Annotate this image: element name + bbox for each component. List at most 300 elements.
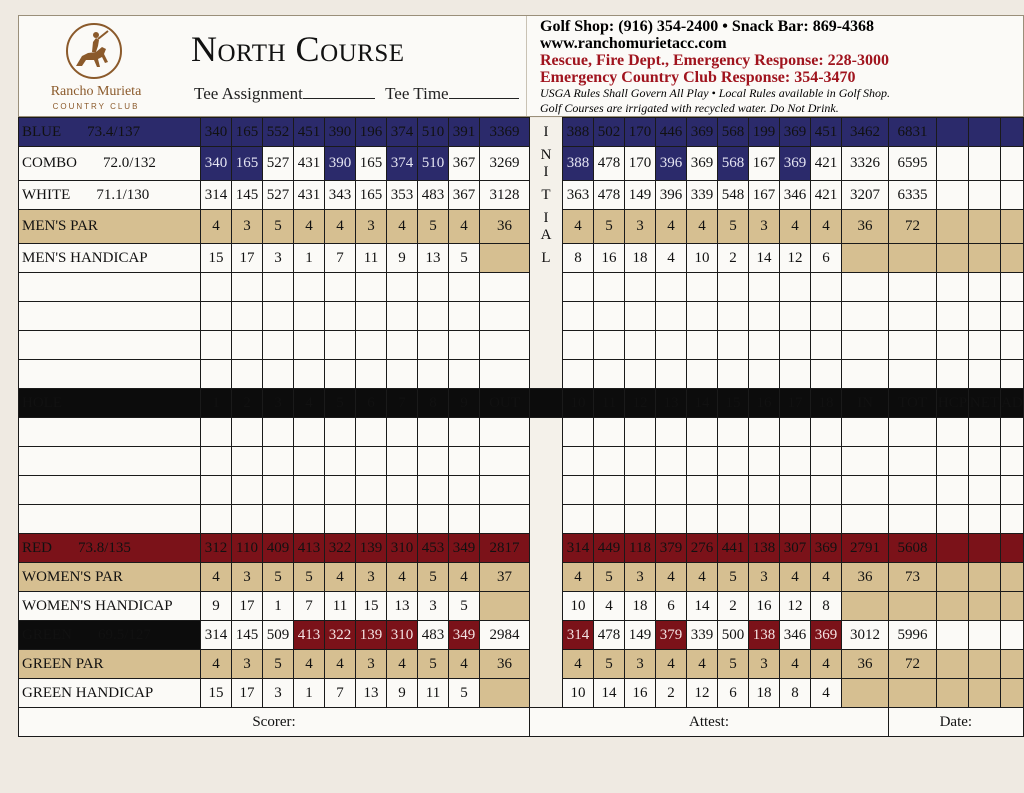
back-score-cell[interactable]	[889, 302, 937, 331]
front-score-cell[interactable]	[418, 505, 449, 534]
hole-number: 3	[263, 389, 294, 418]
back-hole-cell: 2	[718, 592, 749, 621]
back-score-cell[interactable]	[842, 476, 889, 505]
front-hole-cell: 390	[325, 147, 356, 181]
back-score-cell[interactable]	[656, 360, 687, 389]
player-name-cell[interactable]	[19, 476, 201, 505]
back-score-cell[interactable]	[687, 447, 718, 476]
in-total: 3207	[842, 181, 889, 210]
back-score-cell[interactable]	[718, 418, 749, 447]
front-score-cell[interactable]	[387, 331, 418, 360]
front-score-cell[interactable]	[418, 360, 449, 389]
front-score-cell[interactable]	[232, 302, 263, 331]
front-hole-cell: 139	[356, 534, 387, 563]
front-score-cell[interactable]	[325, 273, 356, 302]
front-score-cell[interactable]	[294, 418, 325, 447]
back-score-cell[interactable]	[687, 302, 718, 331]
back-score-cell[interactable]	[937, 331, 969, 360]
back-hole-cell: 4	[811, 679, 842, 708]
initial-column	[530, 331, 563, 360]
course-rating: 72.0/132	[103, 155, 156, 171]
front-score-cell[interactable]	[418, 476, 449, 505]
initial-column	[530, 563, 563, 592]
back-score-cell[interactable]	[687, 476, 718, 505]
front-score-cell[interactable]	[232, 505, 263, 534]
back-score-cell[interactable]	[656, 302, 687, 331]
row-label-text: MEN'S PAR	[22, 218, 98, 234]
front-score-cell[interactable]	[480, 447, 530, 476]
front-hole-cell: 11	[325, 592, 356, 621]
front-hole-cell: 4	[201, 210, 232, 244]
back-hole-cell: 16	[594, 244, 625, 273]
front-score-cell[interactable]	[418, 418, 449, 447]
back-score-cell[interactable]	[563, 505, 594, 534]
back-score-cell[interactable]	[656, 418, 687, 447]
front-hole-cell: 145	[232, 621, 263, 650]
back-score-cell[interactable]	[749, 302, 780, 331]
back-score-cell[interactable]	[969, 418, 1001, 447]
tee-time-field[interactable]	[449, 86, 519, 99]
back-score-cell[interactable]	[625, 418, 656, 447]
back-score-cell[interactable]	[937, 447, 969, 476]
front-score-cell[interactable]	[449, 418, 480, 447]
front-score-cell[interactable]	[480, 505, 530, 534]
row-label-text: RED	[22, 539, 52, 556]
back-score-cell[interactable]	[594, 273, 625, 302]
back-score-cell[interactable]	[780, 447, 811, 476]
back-score-cell[interactable]	[687, 505, 718, 534]
front-score-cell[interactable]	[356, 505, 387, 534]
back-score-cell[interactable]	[718, 273, 749, 302]
back-score-cell[interactable]	[969, 331, 1001, 360]
front-score-cell[interactable]	[356, 476, 387, 505]
hole-number: 9	[449, 389, 480, 418]
initial-letter: I	[543, 123, 549, 140]
back-score-cell[interactable]	[656, 476, 687, 505]
front-hole-cell: 367	[449, 181, 480, 210]
back-hole-cell: 379	[656, 534, 687, 563]
back-hole-cell: 4	[563, 563, 594, 592]
front-hole-cell: 413	[294, 534, 325, 563]
back-hole-cell: 369	[687, 147, 718, 181]
front-score-cell[interactable]	[387, 418, 418, 447]
back-score-cell[interactable]	[969, 360, 1001, 389]
back-score-cell[interactable]	[937, 360, 969, 389]
back-score-cell[interactable]	[842, 447, 889, 476]
front-hole-cell: 431	[294, 181, 325, 210]
hole-number: 10	[563, 389, 594, 418]
back-score-cell[interactable]	[749, 505, 780, 534]
back-score-cell[interactable]	[780, 505, 811, 534]
in-total: 3326	[842, 147, 889, 181]
back-score-cell[interactable]	[811, 418, 842, 447]
initial-column	[530, 505, 563, 534]
hole-number-row	[19, 389, 1024, 418]
back-score-cell[interactable]	[889, 505, 937, 534]
player-name-cell[interactable]	[19, 505, 201, 534]
front-score-cell[interactable]	[325, 360, 356, 389]
back-score-cell[interactable]	[1001, 331, 1024, 360]
grand-total: 73	[889, 563, 937, 592]
player-name-cell[interactable]	[19, 418, 201, 447]
front-hole-cell: 3	[356, 563, 387, 592]
back-hole-cell: 4	[656, 210, 687, 244]
back-score-cell[interactable]	[780, 331, 811, 360]
back-score-cell[interactable]	[749, 331, 780, 360]
player-score-row	[19, 476, 1024, 505]
back-hole-cell: 8	[780, 679, 811, 708]
front-hole-cell: 451	[294, 118, 325, 147]
front-score-cell[interactable]	[294, 505, 325, 534]
initial-column	[530, 389, 563, 418]
hole-number: 13	[656, 389, 687, 418]
back-score-cell[interactable]	[625, 447, 656, 476]
back-score-cell[interactable]	[969, 447, 1001, 476]
back-score-cell[interactable]	[718, 505, 749, 534]
horse-rider-icon	[58, 22, 130, 80]
front-score-cell[interactable]	[263, 505, 294, 534]
back-score-cell[interactable]	[718, 302, 749, 331]
back-score-cell[interactable]	[594, 418, 625, 447]
back-score-cell[interactable]	[563, 476, 594, 505]
front-hole-cell: 3	[232, 210, 263, 244]
front-score-cell[interactable]	[480, 273, 530, 302]
back-score-cell[interactable]	[749, 273, 780, 302]
front-score-cell[interactable]	[449, 331, 480, 360]
front-hole-cell: 4	[201, 563, 232, 592]
back-score-cell[interactable]	[889, 331, 937, 360]
back-score-cell[interactable]	[656, 331, 687, 360]
back-score-cell[interactable]	[780, 302, 811, 331]
front-score-cell[interactable]	[263, 273, 294, 302]
front-hole-cell: 310	[387, 534, 418, 563]
front-score-cell[interactable]	[232, 447, 263, 476]
tee-row-combo	[19, 147, 1024, 181]
front-score-cell[interactable]	[263, 331, 294, 360]
back-score-cell[interactable]	[1001, 302, 1024, 331]
back-score-cell[interactable]	[811, 331, 842, 360]
back-hole-cell: 449	[594, 534, 625, 563]
back-score-cell[interactable]	[594, 505, 625, 534]
attest-field[interactable]: Attest:	[530, 708, 889, 737]
back-score-cell[interactable]	[969, 476, 1001, 505]
front-hole-cell: 409	[263, 534, 294, 563]
front-score-cell[interactable]	[325, 331, 356, 360]
back-score-cell[interactable]	[889, 418, 937, 447]
back-score-cell[interactable]	[625, 302, 656, 331]
front-score-cell[interactable]	[325, 418, 356, 447]
grand-total: 72	[889, 650, 937, 679]
front-score-cell[interactable]	[232, 418, 263, 447]
initial-column	[530, 147, 563, 181]
back-score-cell[interactable]	[625, 273, 656, 302]
front-score-cell[interactable]	[480, 302, 530, 331]
front-score-cell[interactable]	[325, 505, 356, 534]
front-score-cell[interactable]	[356, 360, 387, 389]
front-score-cell[interactable]	[201, 360, 232, 389]
fold-line	[526, 16, 527, 116]
back-hole-cell: 4	[687, 563, 718, 592]
front-score-cell[interactable]	[387, 447, 418, 476]
front-score-cell[interactable]	[263, 302, 294, 331]
back-score-cell[interactable]	[594, 360, 625, 389]
back-score-cell[interactable]	[842, 302, 889, 331]
back-score-cell[interactable]	[889, 273, 937, 302]
front-score-cell[interactable]	[232, 273, 263, 302]
adj-cell	[1001, 592, 1024, 621]
back-score-cell[interactable]	[563, 302, 594, 331]
front-hole-cell: 11	[418, 679, 449, 708]
back-score-cell[interactable]	[937, 476, 969, 505]
front-hole-cell: 340	[201, 118, 232, 147]
back-score-cell[interactable]	[889, 476, 937, 505]
back-score-cell[interactable]	[811, 476, 842, 505]
front-score-cell[interactable]	[232, 331, 263, 360]
front-hole-cell: 374	[387, 147, 418, 181]
front-score-cell[interactable]	[201, 505, 232, 534]
hcp-cell	[937, 650, 969, 679]
back-score-cell[interactable]	[563, 331, 594, 360]
back-score-cell[interactable]	[625, 505, 656, 534]
front-score-cell[interactable]	[449, 360, 480, 389]
back-score-cell[interactable]	[718, 360, 749, 389]
back-score-cell[interactable]	[780, 476, 811, 505]
back-score-cell[interactable]	[625, 331, 656, 360]
front-score-cell[interactable]	[387, 302, 418, 331]
front-score-cell[interactable]	[263, 418, 294, 447]
front-score-cell[interactable]	[325, 302, 356, 331]
front-hole-cell: 4	[387, 210, 418, 244]
back-score-cell[interactable]	[594, 447, 625, 476]
front-score-cell[interactable]	[480, 418, 530, 447]
front-hole-cell: 145	[232, 181, 263, 210]
front-score-cell[interactable]	[480, 331, 530, 360]
back-score-cell[interactable]	[594, 476, 625, 505]
back-score-cell[interactable]	[780, 418, 811, 447]
front-score-cell[interactable]	[449, 505, 480, 534]
front-score-cell[interactable]	[263, 360, 294, 389]
front-hole-cell: 4	[294, 650, 325, 679]
front-score-cell[interactable]	[325, 447, 356, 476]
info-club-emergency: Emergency Country Club Response: 354-3470	[540, 69, 856, 86]
front-score-cell[interactable]	[356, 273, 387, 302]
course-rating: 71.1/130	[96, 186, 150, 203]
back-score-cell[interactable]	[563, 447, 594, 476]
out-total	[480, 592, 530, 621]
back-score-cell[interactable]	[687, 418, 718, 447]
out-total: 2817	[480, 534, 530, 563]
back-score-cell[interactable]	[1001, 476, 1024, 505]
front-score-cell[interactable]	[480, 360, 530, 389]
in-total: 36	[842, 563, 889, 592]
club-subtitle: COUNTRY CLUB	[52, 102, 140, 111]
back-score-cell[interactable]	[811, 302, 842, 331]
back-score-cell[interactable]	[1001, 360, 1024, 389]
back-score-cell[interactable]	[656, 273, 687, 302]
front-hole-cell: 3	[356, 210, 387, 244]
front-score-cell[interactable]	[356, 418, 387, 447]
front-score-cell[interactable]	[294, 360, 325, 389]
hole-number: 14	[687, 389, 718, 418]
hole-number: 5	[325, 389, 356, 418]
back-hole-cell: 5	[594, 650, 625, 679]
in-total: 3462	[842, 118, 889, 147]
back-score-cell[interactable]	[563, 418, 594, 447]
front-score-cell[interactable]	[356, 331, 387, 360]
front-hole-cell: 5	[294, 563, 325, 592]
front-score-cell[interactable]	[263, 447, 294, 476]
initial-column	[530, 650, 563, 679]
player-name-cell[interactable]	[19, 273, 201, 302]
back-score-cell[interactable]	[889, 447, 937, 476]
back-hole-cell: 4	[563, 210, 594, 244]
front-score-cell[interactable]	[356, 302, 387, 331]
front-score-cell[interactable]	[418, 331, 449, 360]
front-hole-cell: 5	[418, 650, 449, 679]
back-score-cell[interactable]	[718, 447, 749, 476]
back-hole-cell: 388	[563, 118, 594, 147]
front-score-cell[interactable]	[294, 476, 325, 505]
back-score-cell[interactable]	[1001, 418, 1024, 447]
back-score-cell[interactable]	[563, 273, 594, 302]
back-score-cell[interactable]	[811, 273, 842, 302]
front-score-cell[interactable]	[201, 447, 232, 476]
back-hole-cell: 167	[749, 181, 780, 210]
back-score-cell[interactable]	[969, 273, 1001, 302]
back-hole-cell: 4	[811, 650, 842, 679]
front-score-cell[interactable]	[387, 476, 418, 505]
front-score-cell[interactable]	[418, 273, 449, 302]
course-rating: 73.4/137	[87, 123, 141, 140]
back-score-cell[interactable]	[937, 302, 969, 331]
back-hole-cell: 441	[718, 534, 749, 563]
back-score-cell[interactable]	[811, 447, 842, 476]
back-score-cell[interactable]	[969, 302, 1001, 331]
back-score-cell[interactable]	[811, 505, 842, 534]
back-score-cell[interactable]	[656, 447, 687, 476]
hole-number: 7	[387, 389, 418, 418]
front-score-cell[interactable]	[294, 302, 325, 331]
player-name-cell[interactable]	[19, 447, 201, 476]
player-name-cell[interactable]	[19, 360, 201, 389]
front-score-cell[interactable]	[263, 476, 294, 505]
row-label	[19, 679, 201, 708]
info-phone: Golf Shop: (916) 354-2400 • Snack Bar: 869-4368	[540, 18, 875, 35]
front-score-cell[interactable]	[201, 331, 232, 360]
tee-assignment-field[interactable]	[303, 86, 375, 99]
out-total: 3128	[480, 181, 530, 210]
back-score-cell[interactable]	[811, 360, 842, 389]
back-score-cell[interactable]	[687, 331, 718, 360]
player-name-cell[interactable]	[19, 302, 201, 331]
back-hole-cell: 3	[625, 210, 656, 244]
front-score-cell[interactable]	[480, 476, 530, 505]
front-score-cell[interactable]	[356, 447, 387, 476]
back-score-cell[interactable]	[594, 331, 625, 360]
front-hole-cell: 5	[418, 563, 449, 592]
back-hole-cell: 3	[625, 650, 656, 679]
front-score-cell[interactable]	[449, 302, 480, 331]
back-score-cell[interactable]	[842, 273, 889, 302]
back-score-cell[interactable]	[937, 273, 969, 302]
back-score-cell[interactable]	[749, 360, 780, 389]
front-score-cell[interactable]	[387, 273, 418, 302]
back-score-cell[interactable]	[687, 360, 718, 389]
back-score-cell[interactable]	[749, 418, 780, 447]
front-hole-cell: 9	[387, 679, 418, 708]
back-score-cell[interactable]	[656, 505, 687, 534]
front-score-cell[interactable]	[201, 273, 232, 302]
front-score-cell[interactable]	[294, 331, 325, 360]
back-score-cell[interactable]	[1001, 447, 1024, 476]
date-field[interactable]: Date:	[889, 708, 1024, 737]
back-score-cell[interactable]	[718, 476, 749, 505]
back-hole-cell: 4	[780, 563, 811, 592]
front-score-cell[interactable]	[418, 447, 449, 476]
net-cell	[969, 650, 1001, 679]
back-score-cell[interactable]	[842, 331, 889, 360]
back-hole-cell: 314	[563, 534, 594, 563]
back-score-cell[interactable]	[718, 331, 749, 360]
front-score-cell[interactable]	[418, 302, 449, 331]
back-score-cell[interactable]	[842, 360, 889, 389]
net-cell	[969, 181, 1001, 210]
scorer-field[interactable]: Scorer:	[19, 708, 530, 737]
net-cell	[969, 563, 1001, 592]
front-score-cell[interactable]	[325, 476, 356, 505]
front-score-cell[interactable]	[387, 360, 418, 389]
back-score-cell[interactable]	[937, 418, 969, 447]
front-score-cell[interactable]	[201, 302, 232, 331]
player-name-cell[interactable]	[19, 331, 201, 360]
back-score-cell[interactable]	[749, 447, 780, 476]
back-hole-cell: 18	[625, 244, 656, 273]
back-score-cell[interactable]	[594, 302, 625, 331]
back-score-cell[interactable]	[842, 418, 889, 447]
back-score-cell[interactable]	[687, 273, 718, 302]
back-score-cell[interactable]	[889, 360, 937, 389]
back-hole-cell: 3	[625, 563, 656, 592]
back-hole-cell: 18	[749, 679, 780, 708]
front-score-cell[interactable]	[201, 476, 232, 505]
back-score-cell[interactable]	[969, 505, 1001, 534]
back-score-cell[interactable]	[625, 360, 656, 389]
back-score-cell[interactable]	[749, 476, 780, 505]
front-score-cell[interactable]	[449, 273, 480, 302]
back-score-cell[interactable]	[842, 505, 889, 534]
front-score-cell[interactable]	[449, 476, 480, 505]
front-score-cell[interactable]	[232, 360, 263, 389]
front-score-cell[interactable]	[201, 418, 232, 447]
back-hole-cell: 4	[780, 210, 811, 244]
back-score-cell[interactable]	[1001, 505, 1024, 534]
hole-number: 15	[718, 389, 749, 418]
front-score-cell[interactable]	[449, 447, 480, 476]
row-label-text: GREEN HANDICAP	[22, 684, 154, 701]
front-score-cell[interactable]	[387, 505, 418, 534]
back-score-cell[interactable]	[780, 360, 811, 389]
front-score-cell[interactable]	[232, 476, 263, 505]
mens-handicap-row	[19, 244, 1024, 273]
back-score-cell[interactable]	[1001, 273, 1024, 302]
hole-number: 2	[232, 389, 263, 418]
back-score-cell[interactable]	[625, 476, 656, 505]
front-score-cell[interactable]	[294, 273, 325, 302]
back-score-cell[interactable]	[563, 360, 594, 389]
back-score-cell[interactable]	[937, 505, 969, 534]
back-score-cell[interactable]	[780, 273, 811, 302]
front-score-cell[interactable]	[294, 447, 325, 476]
